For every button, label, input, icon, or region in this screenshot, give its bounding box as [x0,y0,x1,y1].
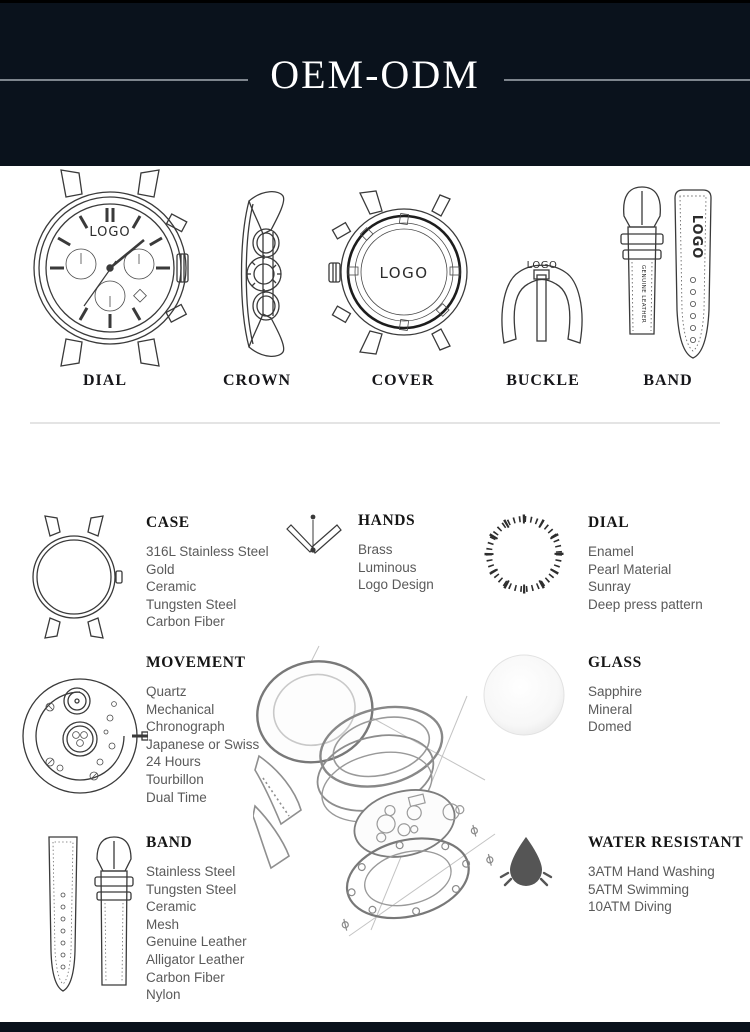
spec-item: Japanese or Swiss [146,736,260,752]
spec-water-resistant [588,834,750,916]
spec-band-title: BAND [146,834,193,851]
spec-item: Carbon Fiber [146,969,225,985]
cover-logo-text: LOGO [379,264,429,282]
spec-item: 3ATM Hand Washing [588,864,715,879]
spec-dial [588,514,748,613]
spec-item: Mesh [146,916,180,932]
cover-illustration [328,190,470,355]
spec-item: 10ATM Diving [588,899,672,915]
spec-item: Gold [146,561,175,577]
water-droplet-icon [497,833,555,891]
movement-icon [20,660,148,812]
spec-item: Luminous [358,559,417,575]
spec-glass-title: GLASS [588,654,642,671]
spec-dial-title: DIAL [588,514,630,531]
spec-item: Carbon Fiber [146,614,225,630]
section-divider [30,422,720,424]
spec-item: Mineral [588,701,633,717]
dial-logo-text: LOGO [89,225,131,240]
glass-icon [482,653,566,737]
spec-item: Logo Design [358,577,434,593]
dial-watch-illustration [28,167,193,369]
spec-item: 24 Hours [146,754,201,770]
spec-item: Sapphire [588,684,643,699]
part-label-dial: DIAL [82,372,127,389]
part-label-band: BAND [643,372,693,389]
spec-item: Sunray [588,579,631,595]
spec-glass [588,654,748,736]
spec-item: Chronograph [146,719,225,735]
band-logo-text: LOGO [689,214,704,260]
spec-item: Quartz [146,684,187,699]
spec-item: Deep press pattern [588,596,703,612]
header-banner [0,0,750,166]
spec-item: Tungsten Steel [146,596,237,612]
spec-item: Domed [588,719,632,735]
spec-item: Nylon [146,987,181,1003]
spec-item: Brass [358,542,393,557]
spec-item: Tungsten Steel [146,881,237,897]
part-label-buckle: BUCKLE [506,372,580,389]
crown-side-illustration [227,187,291,362]
spec-item: 5ATM Swimming [588,881,690,897]
spec-item: Alligator Leather [146,951,245,967]
spec-item: Stainless Steel [146,864,236,879]
spec-item: Enamel [588,544,634,559]
part-label-crown: CROWN [222,372,292,389]
part-label-cover: COVER [371,372,435,389]
spec-item: Tourbillon [146,771,204,787]
dial-ticks-icon [482,512,566,596]
band-illustration [617,182,719,370]
buckle-logo-text: LOGO [526,260,558,271]
spec-water-resistant-title: WATER RESISTANT [588,834,744,851]
spec-item: Mechanical [146,701,215,717]
spec-item: Pearl Material [588,561,672,577]
spec-hands-title: HANDS [358,512,416,529]
band-straps-icon [33,833,145,1005]
footer-bar [0,1022,750,1032]
band-strap-material-text: GENUINE LEATHER [640,264,646,324]
case-icon [28,514,124,640]
spec-item: Genuine Leather [146,934,247,950]
buckle-illustration [497,246,587,348]
spec-item: 316L Stainless Steel [146,544,269,559]
spec-item: Dual Time [146,789,207,805]
spec-item: Ceramic [146,899,197,915]
page-title: OEM-ODM [270,52,480,97]
spec-movement-title: MOVEMENT [146,654,246,671]
hands-icon [282,512,346,566]
spec-item: Ceramic [146,579,197,595]
spec-case-title: CASE [146,514,190,531]
spec-band [146,834,316,1004]
